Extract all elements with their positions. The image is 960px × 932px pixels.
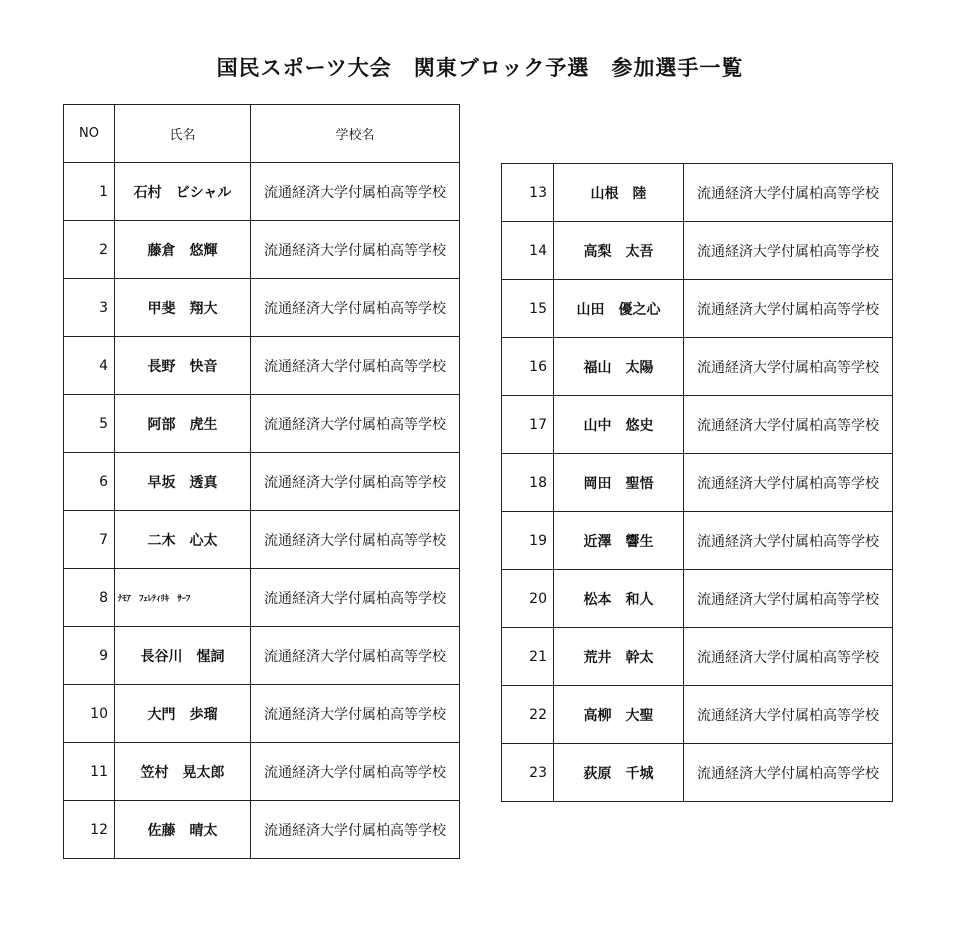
player-number: 10 xyxy=(64,685,115,743)
player-name: 松本 和人 xyxy=(554,570,684,628)
player-number: 23 xyxy=(502,744,554,802)
player-number: 1 xyxy=(64,163,115,221)
header-no: NO xyxy=(64,105,115,163)
table-row xyxy=(64,279,460,337)
school-name: 流通経済大学付属柏高等学校 xyxy=(684,628,893,686)
player-number: 12 xyxy=(64,801,115,859)
school-name: 流通経済大学付属柏高等学校 xyxy=(251,163,460,221)
table-row xyxy=(64,221,460,279)
table-row xyxy=(502,570,893,628)
player-name: 笠村 晃太郎 xyxy=(115,743,251,801)
table-row xyxy=(64,511,460,569)
school-name: 流通経済大学付属柏高等学校 xyxy=(684,164,893,222)
player-name: 山根 陸 xyxy=(554,164,684,222)
player-number: 7 xyxy=(64,511,115,569)
player-name: 阿部 虎生 xyxy=(115,395,251,453)
school-name: 流通経済大学付属柏高等学校 xyxy=(251,511,460,569)
school-name: 流通経済大学付属柏高等学校 xyxy=(684,338,893,396)
table-row xyxy=(64,163,460,221)
table-row xyxy=(502,396,893,454)
player-name: 佐藤 晴太 xyxy=(115,801,251,859)
player-name: 高梨 太吾 xyxy=(554,222,684,280)
table-header-row xyxy=(64,105,460,163)
table-row xyxy=(502,454,893,512)
table-row xyxy=(502,686,893,744)
player-number: 17 xyxy=(502,396,554,454)
school-name: 流通経済大学付属柏高等学校 xyxy=(251,569,460,627)
player-number: 22 xyxy=(502,686,554,744)
player-name: 福山 太陽 xyxy=(554,338,684,396)
table-row xyxy=(502,512,893,570)
table-row xyxy=(64,337,460,395)
school-name: 流通経済大学付属柏高等学校 xyxy=(251,743,460,801)
player-name: 二木 心太 xyxy=(115,511,251,569)
player-number: 13 xyxy=(502,164,554,222)
roster-table-right xyxy=(501,163,893,802)
player-name: 荒井 幹太 xyxy=(554,628,684,686)
player-name: 高柳 大聖 xyxy=(554,686,684,744)
table-row xyxy=(502,280,893,338)
player-number: 20 xyxy=(502,570,554,628)
player-name: 岡田 聖悟 xyxy=(554,454,684,512)
school-name: 流通経済大学付属柏高等学校 xyxy=(684,686,893,744)
school-name: 流通経済大学付属柏高等学校 xyxy=(684,512,893,570)
player-name: 甲斐 翔大 xyxy=(115,279,251,337)
table-row xyxy=(64,801,460,859)
player-name: 山中 悠史 xyxy=(554,396,684,454)
school-name: 流通経済大学付属柏高等学校 xyxy=(251,221,460,279)
table-row xyxy=(502,338,893,396)
school-name: 流通経済大学付属柏高等学校 xyxy=(684,570,893,628)
player-name: 早坂 透真 xyxy=(115,453,251,511)
player-number: 16 xyxy=(502,338,554,396)
school-name: 流通経済大学付属柏高等学校 xyxy=(251,627,460,685)
school-name: 流通経済大学付属柏高等学校 xyxy=(684,396,893,454)
roster-table-left xyxy=(63,104,460,859)
player-name: 藤倉 悠輝 xyxy=(115,221,251,279)
school-name: 流通経済大学付属柏高等学校 xyxy=(251,395,460,453)
table-row xyxy=(502,628,893,686)
player-number: 15 xyxy=(502,280,554,338)
school-name: 流通経済大学付属柏高等学校 xyxy=(251,279,460,337)
player-number: 19 xyxy=(502,512,554,570)
table-row xyxy=(64,453,460,511)
school-name: 流通経済大学付属柏高等学校 xyxy=(251,453,460,511)
player-number: 6 xyxy=(64,453,115,511)
school-name: 流通経済大学付属柏高等学校 xyxy=(684,222,893,280)
player-name: ﾅﾓｱ ﾌｪﾚﾃｨﾘｷ ｻｰﾌ xyxy=(115,569,251,627)
page-title: 国民スポーツ大会 関東ブロック予選 参加選手一覧 xyxy=(216,56,744,80)
player-number: 4 xyxy=(64,337,115,395)
player-name: 石村 ビシャル xyxy=(115,163,251,221)
table-row xyxy=(502,222,893,280)
player-number: 3 xyxy=(64,279,115,337)
school-name: 流通経済大学付属柏高等学校 xyxy=(251,337,460,395)
player-name: 近澤 響生 xyxy=(554,512,684,570)
header-school: 学校名 xyxy=(251,105,460,163)
player-number: 21 xyxy=(502,628,554,686)
table-row xyxy=(502,744,893,802)
school-name: 流通経済大学付属柏高等学校 xyxy=(684,454,893,512)
table-row xyxy=(64,685,460,743)
player-name: 山田 優之心 xyxy=(554,280,684,338)
player-number: 8 xyxy=(64,569,115,627)
school-name: 流通経済大学付属柏高等学校 xyxy=(251,685,460,743)
player-name: 大門 歩瑠 xyxy=(115,685,251,743)
table-row xyxy=(64,569,460,627)
header-name: 氏名 xyxy=(115,105,251,163)
table-row xyxy=(64,395,460,453)
school-name: 流通経済大学付属柏高等学校 xyxy=(251,801,460,859)
player-name: 荻原 千城 xyxy=(554,744,684,802)
table-row xyxy=(64,627,460,685)
player-number: 5 xyxy=(64,395,115,453)
player-number: 14 xyxy=(502,222,554,280)
table-row xyxy=(502,164,893,222)
player-name: 長野 快音 xyxy=(115,337,251,395)
school-name: 流通経済大学付属柏高等学校 xyxy=(684,280,893,338)
player-number: 18 xyxy=(502,454,554,512)
player-name: 長谷川 惺詞 xyxy=(115,627,251,685)
player-number: 2 xyxy=(64,221,115,279)
player-number: 11 xyxy=(64,743,115,801)
school-name: 流通経済大学付属柏高等学校 xyxy=(684,744,893,802)
player-number: 9 xyxy=(64,627,115,685)
table-row xyxy=(64,743,460,801)
